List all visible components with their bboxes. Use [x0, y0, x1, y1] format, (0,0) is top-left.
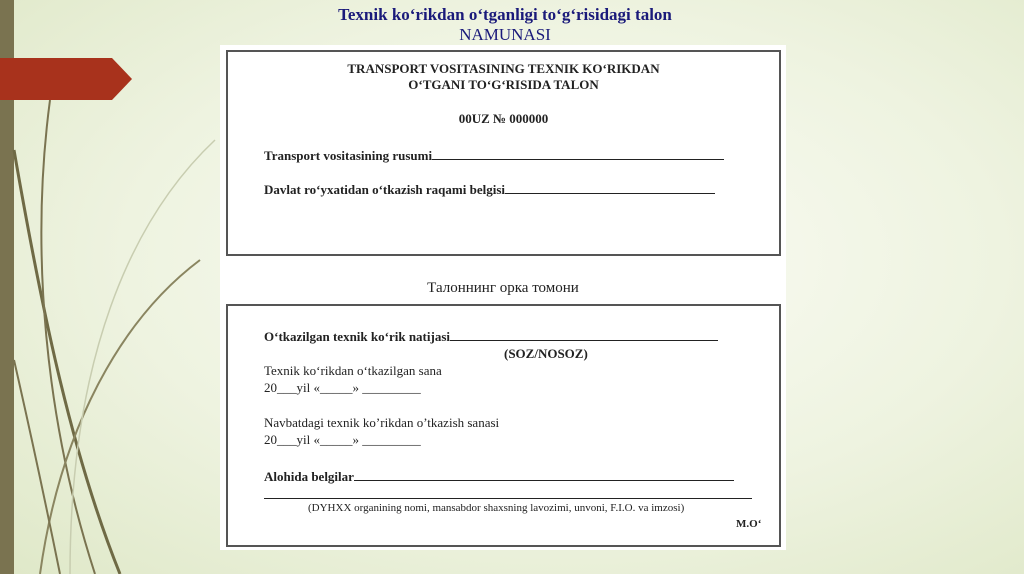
- talon-sample-image: [220, 45, 786, 550]
- date1-label: Texnik ko‘rikdan o‘tkazilgan sana: [264, 363, 442, 378]
- signature-hint: (DYHXX organining nomi, mansabdor shaxsning lavozimi, unvoni, F.I.O. va imzosi): [308, 502, 685, 514]
- field-result: [264, 328, 718, 345]
- front-heading-2: O‘TGANI TO‘G‘RISIDA TALON: [408, 77, 599, 92]
- field-result-blank: [450, 328, 718, 341]
- field-special-blank: [354, 468, 734, 481]
- stamp-label: M.O‘: [736, 518, 762, 530]
- field-model: [264, 147, 724, 164]
- field-plate-label: Davlat ro‘yxatidan o‘tkazish raqami belgisi: [264, 182, 505, 197]
- date1-line: 20___yil «_____» _________: [264, 380, 421, 395]
- slide-subtitle: NAMUNASI: [459, 25, 551, 44]
- slide-title: [220, 5, 790, 45]
- red-arrow-accent: [0, 58, 132, 100]
- field-model-blank: [432, 147, 724, 160]
- talon-back: [226, 304, 781, 547]
- front-heading-1: TRANSPORT VOSITASINING TEXNIK KO‘RIKDAN: [347, 61, 660, 76]
- field-model-label: Transport vositasining rusumi: [264, 148, 433, 163]
- field-special-label: Alohida belgilar: [264, 469, 354, 484]
- talon-number: 00UZ № 000000: [458, 111, 549, 126]
- talon-front: [226, 50, 781, 256]
- date2-label: Navbatdagi texnik ko’rikdan o’tkazish sanasi: [264, 415, 500, 430]
- slide-title-main: Texnik ko‘rikdan o‘tganligi to‘g‘risidagi talon: [338, 5, 672, 24]
- field-plate-blank: [505, 181, 715, 194]
- field-result-label: O‘tkazilgan texnik ko‘rik natijasi: [264, 329, 450, 344]
- field-special: [264, 468, 734, 485]
- signature-blank: [264, 486, 752, 503]
- result-hint: (SOZ/NOSOZ): [504, 346, 588, 361]
- field-plate: [264, 181, 715, 198]
- back-side-caption: Талоннинг орка томони: [427, 280, 579, 296]
- date2-line: 20___yil «_____» _________: [264, 432, 421, 447]
